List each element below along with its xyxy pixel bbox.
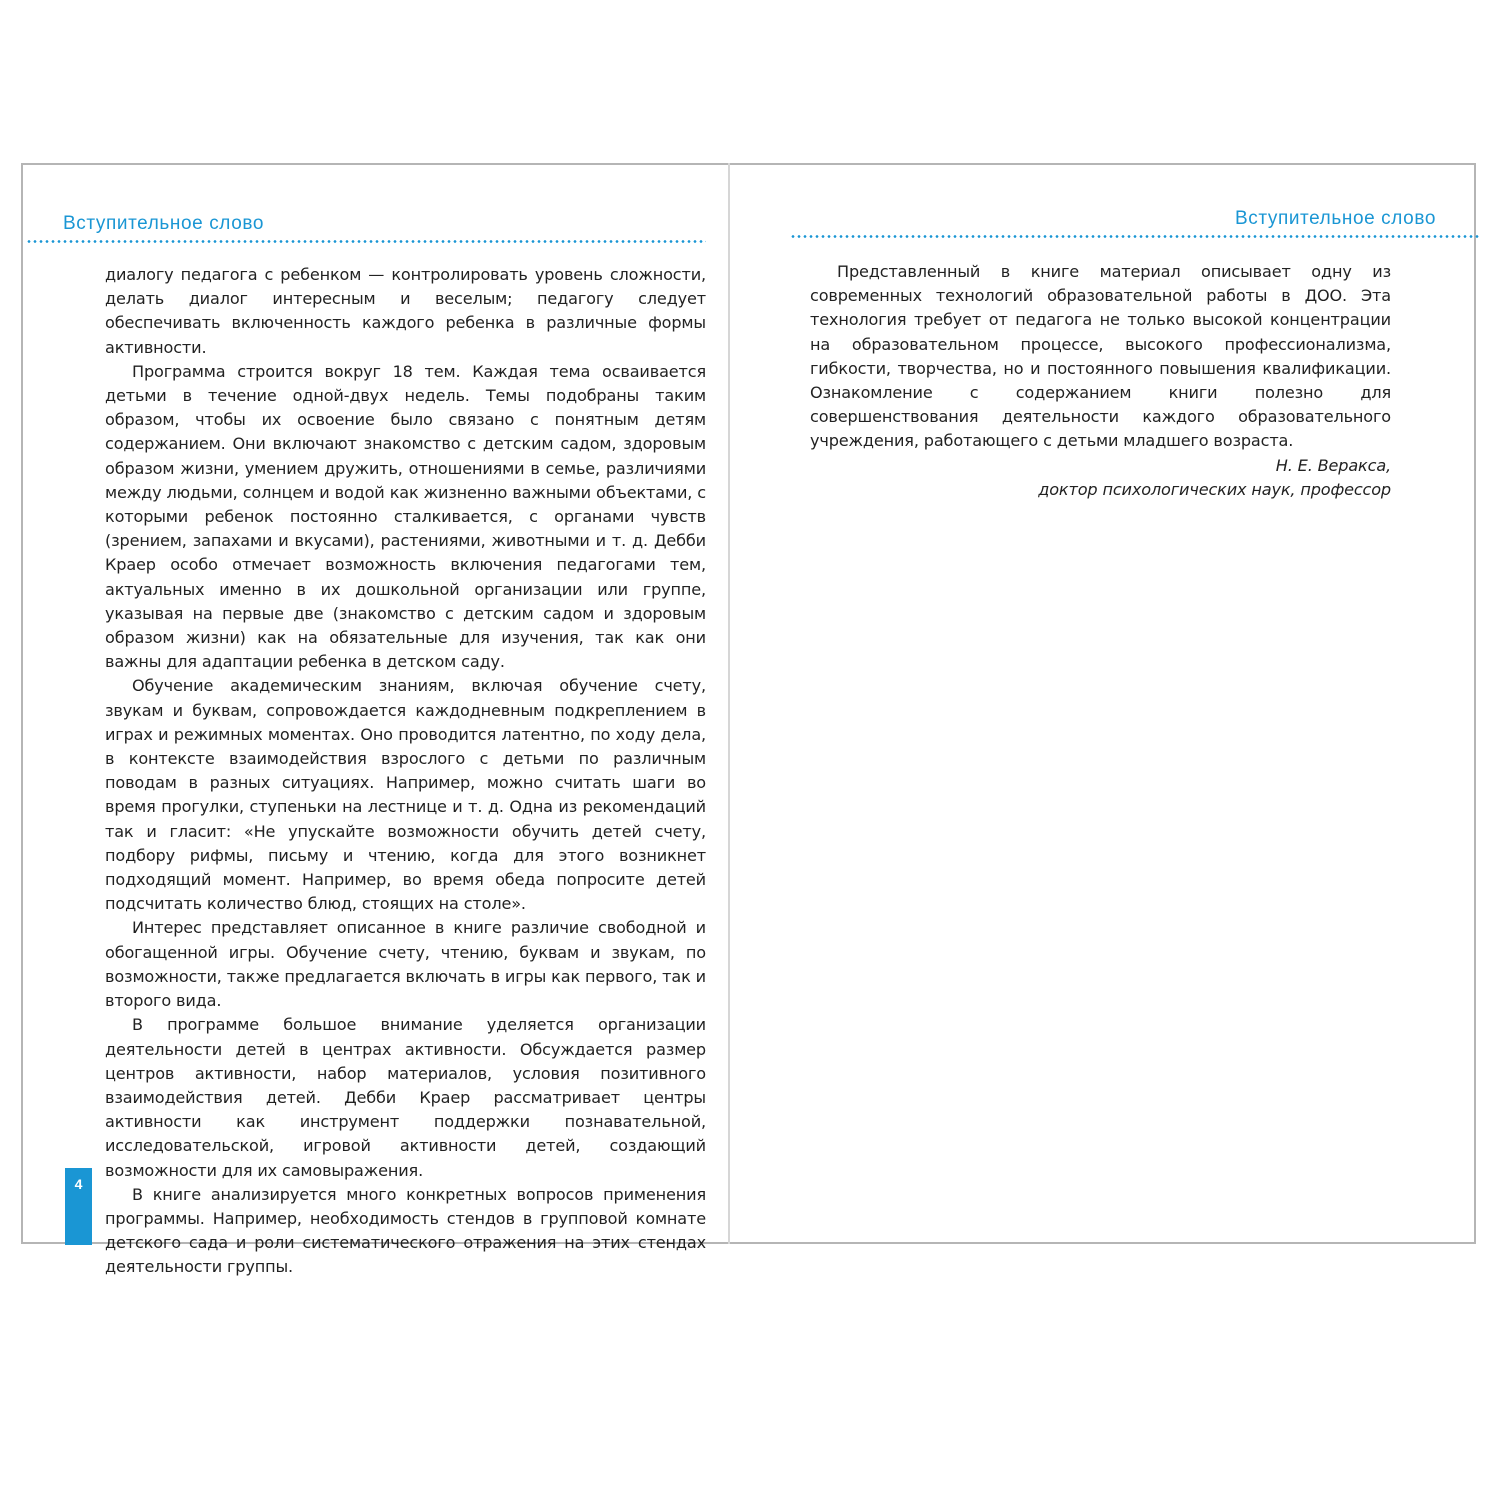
paragraph: В книге анализируется много конкретных вопросов применения программы. Например, необходимость стендов в групповой комнате детского сада и роли систематического отражения на этих стендах деятельности группы. <box>105 1184 706 1277</box>
paragraph: диалогу педагога с ребенком — контролировать уровень сложности, делать диалог интересным и веселым; педагогу следует обеспечивать включенность каждого ребенка в различные формы активности. <box>105 265 706 357</box>
body-text <box>105 263 706 1280</box>
book-spread <box>21 163 1476 1277</box>
left-page <box>23 165 730 1277</box>
dotted-rule <box>26 240 706 243</box>
page-number: 4 <box>74 1176 83 1192</box>
paragraph: В программе большое внимание уделяется организации деятельности детей в центрах активности. Обсуждается размер центров активности, набор материалов, условия позитивного взаимодействия детей. Дебби Краер рассматривает центры активности как инструмент поддержки познавательной, исследовательской, игровой активности детей, создающий возможности для их самовыражения. <box>105 1015 706 1180</box>
paragraph: Программа строится вокруг 18 тем. Каждая тема осваивается детьми в течение одной-двух недель. Темы подобраны таким образом, чтобы их освоение было связано с понятным детям содержанием. Они включают знакомство с детским садом, здоровым образом жизни, умением дружить, отношениями в семье, различиями между людьми, солнцем и водой как жизненно важными объектами, с которыми ребенок постоянно сталкивается, с органами чувств (зрением, запахами и вкусами), растениями, животными и т. д. Дебби Краер особо отмечает возможность включения педагогами тем, актуальных именно в их дошкольной организации или группе, указывая на первые две (знакомство с детским садом и здоровым образом жизни) как на обязательные для изучения, так как они важны для адаптации ребенка в детском саду. <box>105 361 706 672</box>
dotted-rule <box>790 235 1480 238</box>
body-text <box>810 260 1391 502</box>
running-header: Вступительное слово <box>1234 208 1436 229</box>
signature-name: Н. Е. Веракса, <box>1275 455 1391 475</box>
paragraph: Представленный в книге материал описывает одну из современных технологий образовательной работы в ДОО. Эта технология требует от педагога не только высокой концентрации на образовательном процессе, высокого профессионализма, гибкости, творчества, но и постоянного повышения квалификации. Ознакомление с содержанием книги полезно для совершенствования деятельности каждого образовательного учреждения, работающего с детьми младшего возраста. <box>810 262 1391 451</box>
signature-title: доктор психологических наук, профессор <box>1038 479 1391 499</box>
right-page <box>730 165 1476 1242</box>
paragraph: Интерес представляет описанное в книге различие свободной и обогащенной игры. Обучение счету, чтению, буквам и звукам, по возможности, также предлагается включать в игры как первого, так и второго вида. <box>105 918 706 1011</box>
page-number-tab <box>65 1168 92 1245</box>
running-header: Вступительное слово <box>63 213 265 234</box>
paragraph: Обучение академическим знаниям, включая обучение счету, звукам и буквам, сопровождается каждодневным подкреплением в играх и режимных моментах. Оно проводится латентно, по ходу дела, в контексте взаимодействия взрослого с детьми по различным поводам в разных ситуациях. Например, можно считать шаги во время прогулки, ступеньки на лестнице и т. д. Одна из рекомендаций так и гласит: «Не упускайте возможности обучить детей счету, подбору рифмы, письму и чтению, когда для этого возникнет подходящий момент. Например, во время обеда попросите детей подсчитать количество блюд, стоящих на столе». <box>105 676 706 914</box>
